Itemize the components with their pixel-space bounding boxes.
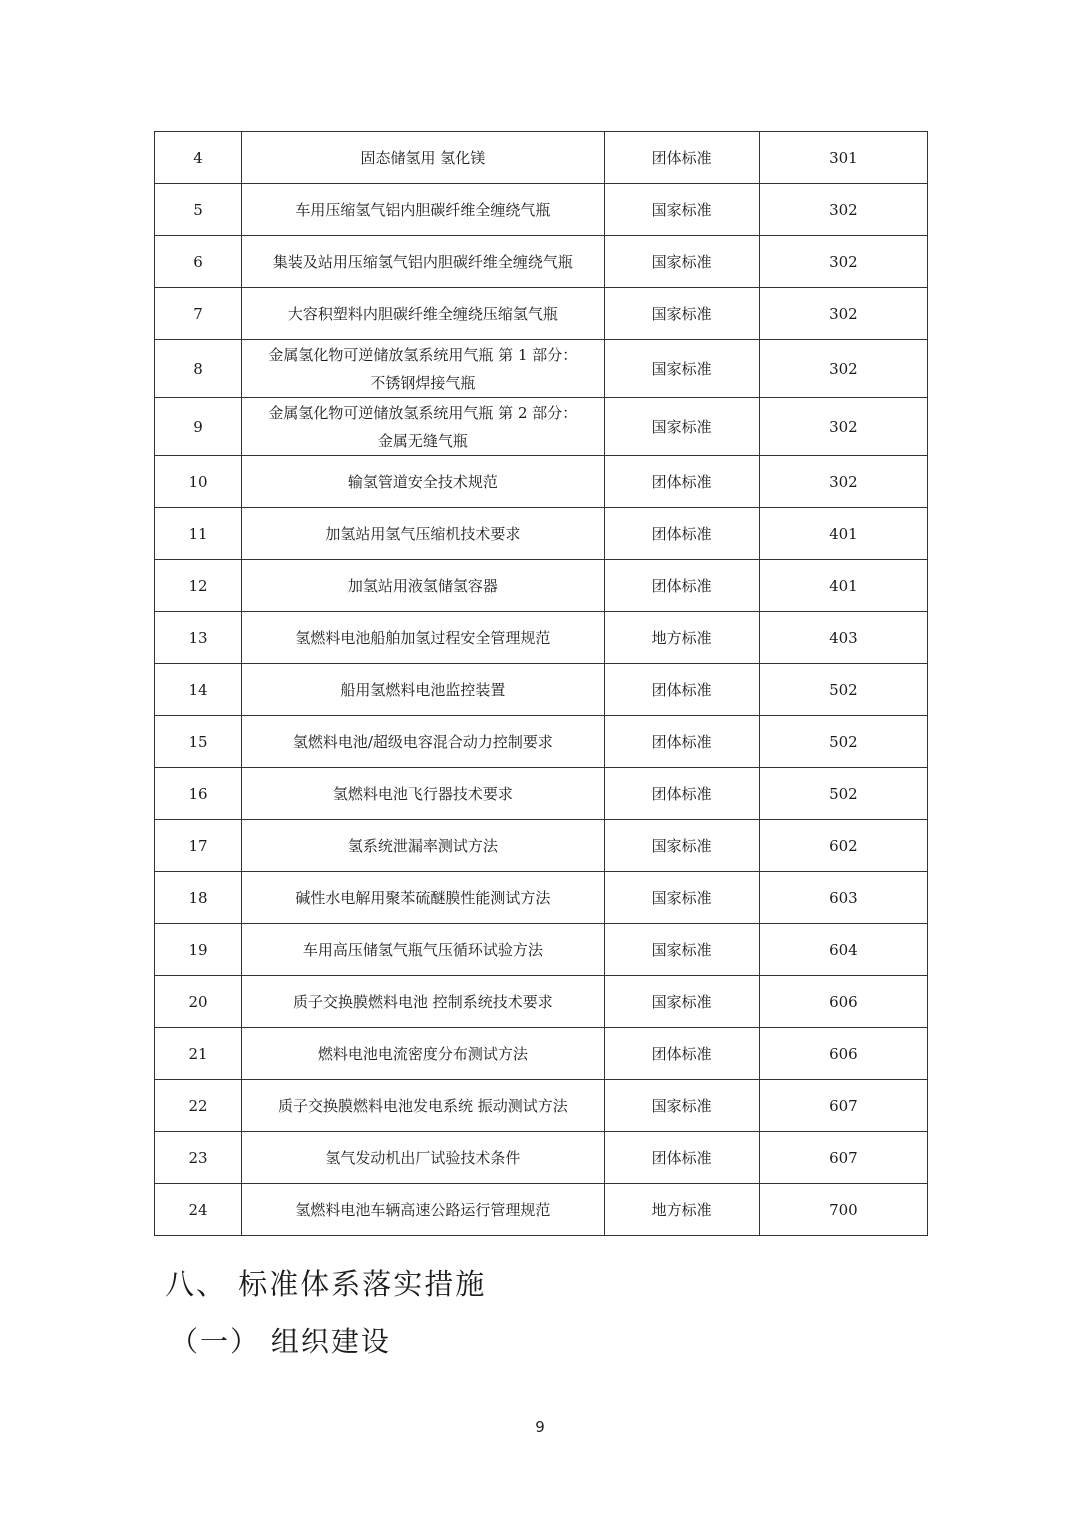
- row-number-cell: 19: [155, 924, 242, 976]
- standard-name-line: 大容积塑料内胆碳纤维全缠绕压缩氢气瓶: [287, 304, 558, 323]
- row-number-cell: 13: [155, 612, 242, 664]
- category-code-cell: 302: [759, 184, 927, 236]
- row-number-cell: 17: [155, 820, 242, 872]
- standard-type-cell: 国家标准: [604, 1080, 759, 1132]
- standard-name-cell: [242, 560, 604, 612]
- standard-type-cell: 国家标准: [604, 398, 759, 456]
- row-number-cell: 4: [155, 132, 242, 184]
- row-number-cell: 11: [155, 508, 242, 560]
- standard-name-line: 固态储氢用 氢化镁: [360, 148, 486, 167]
- standard-name-line: 车用高压储氢气瓶气压循环试验方法: [302, 940, 543, 959]
- table-row: [155, 340, 928, 398]
- standard-type-cell: 团体标准: [604, 1028, 759, 1080]
- standard-name-cell: [242, 976, 604, 1028]
- standard-name-line: 车用压缩氢气铝内胆碳纤维全缠绕气瓶: [295, 200, 551, 219]
- table-row: [155, 456, 928, 508]
- standard-name-line: 船用氢燃料电池监控装置: [340, 680, 506, 699]
- category-code-cell: 606: [759, 976, 927, 1028]
- standard-name-line: 氢燃料电池车辆高速公路运行管理规范: [295, 1200, 551, 1219]
- standard-name-cell: [242, 664, 604, 716]
- standard-type-cell: 团体标准: [604, 132, 759, 184]
- standard-name-line: 氢气发动机出厂试验技术条件: [325, 1148, 521, 1167]
- standard-type-cell: 国家标准: [604, 288, 759, 340]
- standard-name-line: 氢燃料电池/超级电容混合动力控制要求: [292, 732, 553, 751]
- standard-name-cell: [242, 288, 604, 340]
- standard-name-cell: [242, 872, 604, 924]
- row-number-cell: 23: [155, 1132, 242, 1184]
- row-number-cell: 10: [155, 456, 242, 508]
- category-code-cell: 302: [759, 236, 927, 288]
- standard-type-cell: 团体标准: [604, 508, 759, 560]
- standard-type-cell: 国家标准: [604, 184, 759, 236]
- standard-name-line: 金属氢化物可逆储放氢系统用气瓶 第 1 部分：: [268, 345, 578, 364]
- standard-name-cell: [242, 1132, 604, 1184]
- category-code-cell: 502: [759, 768, 927, 820]
- category-code-cell: 607: [759, 1080, 927, 1132]
- row-number-cell: 22: [155, 1080, 242, 1132]
- standard-type-cell: 国家标准: [604, 976, 759, 1028]
- standard-name-line: 不锈钢焊接气瓶: [370, 373, 476, 392]
- category-code-cell: 401: [759, 508, 927, 560]
- standard-name-line: 燃料电池电流密度分布测试方法: [317, 1044, 528, 1063]
- table-row: [155, 872, 928, 924]
- standard-name-line: 集装及站用压缩氢气铝内胆碳纤维全缠绕气瓶: [272, 252, 573, 271]
- standard-name-cell: [242, 612, 604, 664]
- category-code-cell: 302: [759, 340, 927, 398]
- row-number-cell: 24: [155, 1184, 242, 1236]
- standard-name-line: 加氢站用液氢储氢容器: [347, 576, 498, 595]
- standard-name-line: 金属无缝气瓶: [377, 431, 468, 450]
- standard-name-line: 输氢管道安全技术规范: [347, 472, 498, 491]
- standard-name-line: 氢燃料电池飞行器技术要求: [332, 784, 513, 803]
- table-row: [155, 288, 928, 340]
- table-row: [155, 820, 928, 872]
- standard-type-cell: 团体标准: [604, 560, 759, 612]
- category-code-cell: 607: [759, 1132, 927, 1184]
- category-code-cell: 302: [759, 288, 927, 340]
- table-row: [155, 716, 928, 768]
- standard-type-cell: 国家标准: [604, 820, 759, 872]
- standard-name-line: 金属氢化物可逆储放氢系统用气瓶 第 2 部分：: [268, 403, 578, 422]
- category-code-cell: 302: [759, 398, 927, 456]
- section-heading: 八、 标准体系落实措施: [165, 1267, 487, 1301]
- category-code-cell: 502: [759, 716, 927, 768]
- table-row: [155, 976, 928, 1028]
- standard-name-cell: [242, 1184, 604, 1236]
- row-number-cell: 9: [155, 398, 242, 456]
- category-code-cell: 604: [759, 924, 927, 976]
- standard-type-cell: 地方标准: [604, 1184, 759, 1236]
- standard-name-cell: [242, 508, 604, 560]
- standard-name-cell: [242, 456, 604, 508]
- table-row: [155, 560, 928, 612]
- row-number-cell: 18: [155, 872, 242, 924]
- table-row: [155, 1028, 928, 1080]
- table-row: [155, 184, 928, 236]
- standard-name-cell: [242, 1080, 604, 1132]
- table-row: [155, 1080, 928, 1132]
- table-row: [155, 924, 928, 976]
- table-row: [155, 398, 928, 456]
- table-row: [155, 664, 928, 716]
- category-code-cell: 401: [759, 560, 927, 612]
- standard-name-cell: [242, 236, 604, 288]
- row-number-cell: 20: [155, 976, 242, 1028]
- category-code-cell: 502: [759, 664, 927, 716]
- page-number: 9: [535, 1418, 545, 1436]
- standard-name-line: 氢系统泄漏率测试方法: [347, 836, 498, 855]
- table-row: [155, 236, 928, 288]
- standard-name-cell: [242, 924, 604, 976]
- row-number-cell: 6: [155, 236, 242, 288]
- table-row: [155, 132, 928, 184]
- standard-type-cell: 国家标准: [604, 924, 759, 976]
- standard-type-cell: 团体标准: [604, 768, 759, 820]
- row-number-cell: 15: [155, 716, 242, 768]
- table-row: [155, 508, 928, 560]
- standard-name-cell: [242, 184, 604, 236]
- standard-type-cell: 团体标准: [604, 1132, 759, 1184]
- standard-name-cell: [242, 398, 604, 456]
- row-number-cell: 5: [155, 184, 242, 236]
- standard-type-cell: 国家标准: [604, 236, 759, 288]
- standard-type-cell: 地方标准: [604, 612, 759, 664]
- standard-name-line: 质子交换膜燃料电池 控制系统技术要求: [292, 992, 553, 1011]
- standard-type-cell: 团体标准: [604, 716, 759, 768]
- row-number-cell: 21: [155, 1028, 242, 1080]
- category-code-cell: 602: [759, 820, 927, 872]
- standards-table-body: [155, 132, 928, 1236]
- table-row: [155, 612, 928, 664]
- row-number-cell: 12: [155, 560, 242, 612]
- standard-name-line: 氢燃料电池船舶加氢过程安全管理规范: [295, 628, 551, 647]
- standard-name-cell: [242, 716, 604, 768]
- standards-table: [154, 131, 928, 1236]
- category-code-cell: 403: [759, 612, 927, 664]
- standard-name-line: 质子交换膜燃料电池发电系统 振动测试方法: [277, 1096, 568, 1115]
- standard-type-cell: 团体标准: [604, 664, 759, 716]
- row-number-cell: 16: [155, 768, 242, 820]
- standard-name-cell: [242, 1028, 604, 1080]
- standard-name-cell: [242, 820, 604, 872]
- table-row: [155, 1184, 928, 1236]
- standard-name-cell: [242, 340, 604, 398]
- category-code-cell: 603: [759, 872, 927, 924]
- standard-name-cell: [242, 132, 604, 184]
- standard-name-line: 加氢站用氢气压缩机技术要求: [325, 524, 521, 543]
- table-row: [155, 1132, 928, 1184]
- category-code-cell: 606: [759, 1028, 927, 1080]
- category-code-cell: 700: [759, 1184, 927, 1236]
- category-code-cell: 301: [759, 132, 927, 184]
- standard-name-line: 碱性水电解用聚苯硫醚膜性能测试方法: [295, 888, 551, 907]
- table-row: [155, 768, 928, 820]
- row-number-cell: 7: [155, 288, 242, 340]
- standard-type-cell: 国家标准: [604, 340, 759, 398]
- standard-name-cell: [242, 768, 604, 820]
- standard-type-cell: 国家标准: [604, 872, 759, 924]
- standard-type-cell: 团体标准: [604, 456, 759, 508]
- category-code-cell: 302: [759, 456, 927, 508]
- row-number-cell: 14: [155, 664, 242, 716]
- row-number-cell: 8: [155, 340, 242, 398]
- subsection-heading: （一） 组织建设: [170, 1325, 391, 1358]
